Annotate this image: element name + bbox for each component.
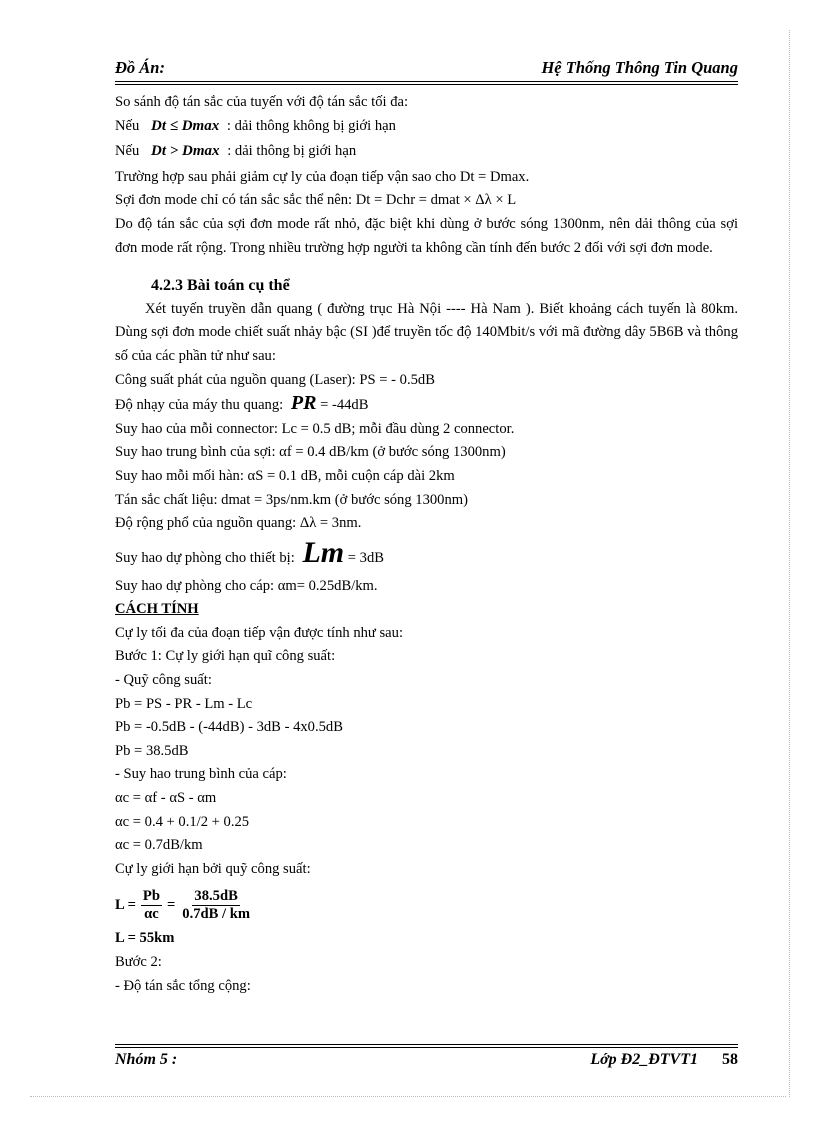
- equation: Pb = -0.5dB - (-44dB) - 3dB - 4x0.5dB: [115, 719, 343, 736]
- text-line: Suy hao dự phòng cho cáp: αm= 0.25dB/km.: [115, 577, 378, 594]
- equation: αc = 0.4 + 0.1/2 + 0.25: [115, 813, 250, 830]
- calc-title: CÁCH TÍNH: [115, 601, 199, 618]
- page-header: [115, 56, 738, 80]
- symbol: Lm: [302, 535, 345, 569]
- page-number: 58: [722, 1051, 738, 1068]
- text-line: - Suy hao trung bình của cáp:: [115, 766, 287, 783]
- page-footer: [115, 1044, 738, 1069]
- formula: Dt ≤ Dmax: [150, 117, 220, 134]
- footer-group: Nhóm 5 :: [115, 1051, 178, 1068]
- text-line: Trường hợp sau phải giảm cự ly của đoạn tiếp vận sao cho Dt = Dmax.: [115, 168, 530, 185]
- page-edge-right: [789, 30, 790, 1097]
- footer-class: Lớp Đ2_ĐTVT1: [590, 1051, 698, 1068]
- fraction-equation: L = $\frac{Pb}{\alpha c}$ = $\frac{38.5dB}{0.7dB / km}$: [115, 887, 250, 922]
- condition-line: Nếu Dt ≤ Dmax : dải thông không bị giới hạn: [115, 117, 396, 134]
- text-line: Suy hao dự phòng cho thiết bị: Lm = 3dB: [115, 535, 384, 569]
- footer-rule: [115, 1044, 738, 1045]
- paragraph: Xét tuyến truyền dẫn quang ( đường trục Hà Nội ---- Hà Nam ). Biết khoảng cách tuyến là 80km. Dùng sợi đơn mode chiết suất nhảy bậc (SI )để truyền tốc độ 140Mbit/s với mã đường dây 5B6B và thông số của các phần tử như sau:: [115, 300, 738, 364]
- paragraph: Do độ tán sắc của sợi đơn mode rất nhỏ, đặc biệt khi dùng ở bước sóng 1300nm, nên dải thông của sợi đơn mode rất rộng. Trong nhiều trường hợp người ta không cần tính đến bước 2 đối với sợi đơn mode.: [115, 215, 738, 256]
- text-line: Độ nhạy của máy thu quang: PR = -44dB: [115, 392, 369, 415]
- text-line: Suy hao mỗi mối hàn: αS = 0.1 dB, mỗi cuộn cáp dài 2km: [115, 467, 455, 484]
- header-right: Hệ Thống Thông Tin Quang: [541, 58, 738, 78]
- text-line: Sợi đơn mode chỉ có tán sắc sắc thể nên: Dt = Dchr = dmat × Δλ × L: [115, 192, 517, 209]
- text-line: Tán sắc chất liệu: dmat = 3ps/nm.km (ở bước sóng 1300nm): [115, 491, 468, 508]
- equation: αc = αf - αS - αm: [115, 790, 217, 807]
- text-line: Suy hao trung bình của sợi: αf = 0.4 dB/km (ở bước sóng 1300nm): [115, 444, 506, 461]
- formula: Dt > Dmax: [150, 143, 220, 160]
- text-line: - Độ tán sắc tổng cộng:: [115, 977, 251, 994]
- text-line: Độ rộng phổ của nguồn quang: Δλ = 3nm.: [115, 515, 362, 532]
- header-rule: [115, 81, 738, 82]
- symbol: PR: [290, 392, 317, 415]
- text-line: Suy hao của mỗi connector: Lc = 0.5 dB; mỗi đầu dùng 2 connector.: [115, 420, 515, 437]
- section-heading: 4.2.3 Bài toán cụ thể: [151, 277, 290, 295]
- equation: αc = 0.7dB/km: [115, 837, 203, 854]
- equation: Pb = 38.5dB: [115, 742, 189, 759]
- text-line: - Quỹ công suất:: [115, 672, 212, 689]
- fraction: $\frac{Pb}{\alpha c}$: [142, 887, 160, 922]
- page-edge-bottom: [30, 1096, 786, 1097]
- footer-rule-thin: [115, 1047, 738, 1048]
- text-line: Cự ly tối đa của đoạn tiếp vận được tính như sau:: [115, 624, 403, 641]
- text-line: Cự ly giới hạn bởi quỹ công suất:: [115, 860, 311, 877]
- fraction: $\frac{38.5dB}{0.7dB / km}$: [182, 887, 250, 922]
- document-page: [115, 56, 738, 998]
- text-line: So sánh độ tán sắc của tuyến với độ tán sắc tối đa:: [115, 94, 409, 110]
- text-line: Bước 1: Cự ly giới hạn quĩ công suất:: [115, 648, 336, 665]
- header-left: Đồ Án:: [115, 58, 165, 78]
- header-rule-thin: [115, 84, 738, 85]
- text-line: Bước 2:: [115, 954, 162, 970]
- result: L = 55km: [115, 930, 175, 947]
- condition-line: Nếu Dt > Dmax : dải thông bị giới hạn: [115, 143, 357, 160]
- equation: Pb = PS - PR - Lm - Lc: [115, 695, 253, 712]
- text-line: Công suất phát của nguồn quang (Laser): PS = - 0.5dB: [115, 371, 435, 388]
